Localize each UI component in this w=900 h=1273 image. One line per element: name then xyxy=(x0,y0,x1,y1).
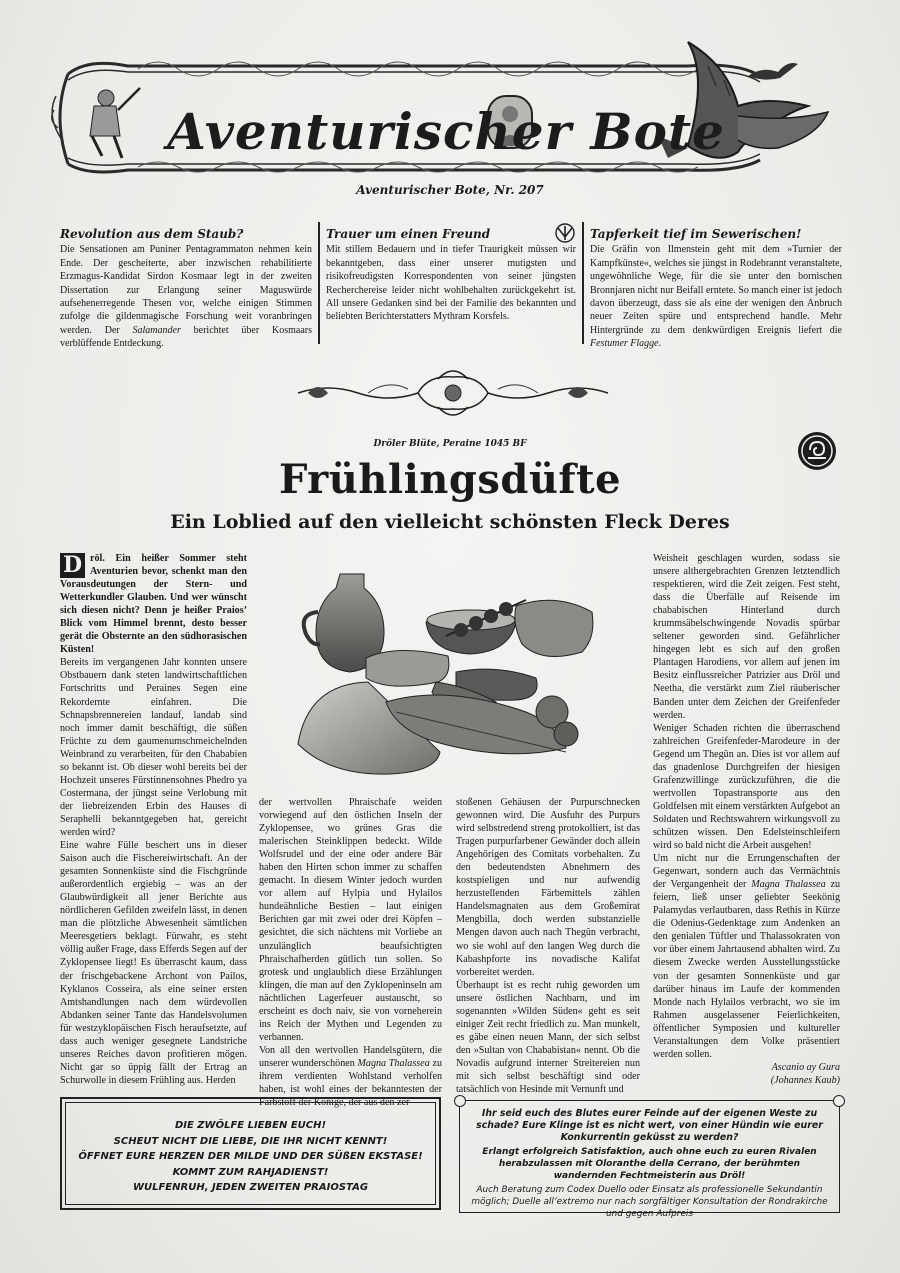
feature-dateline: Dröler Blüte, Peraine 1045 BF xyxy=(373,439,527,449)
dropcap: D xyxy=(60,553,85,578)
masthead-title: Aventurischer Bote xyxy=(167,102,725,161)
feature-lead: röl. Ein heißer Sommer steht Aventurien bevor, schenkt man den Vorausdeutungen der Stern- und Wetterkundler Glauben. Und wer wünscht sich diesen nicht? Denn je heißer Praios’ Blick vom Himmel brennt, desto besser gerät die Obsternte an den südhorasischen Küsten! xyxy=(60,553,247,656)
feature-headline: Frühlingsdüfte xyxy=(278,456,622,503)
feature-column-4 xyxy=(653,552,840,1087)
issue-line: Aventurischer Bote, Nr. 207 xyxy=(356,183,544,197)
top-news-columns xyxy=(60,227,842,350)
ad-fechtmeisterin xyxy=(459,1100,840,1219)
feature-paragraph: Überhaupt ist es recht ruhig geworden um unsere östlichen Nachbarn, und im sogenannten »Wilden Süden« geht es seit einiger Zeit recht friedlich zu. Man munkelt, es gäbe einen neuen Mann, der sich selbst den »Sultan von Chababistan« nennt. Ob die Novadis aufgrund interner Streitereien nun mit sich selbst beschäftigt sind oder tatsächlich von Hesinde mit Vernunft und xyxy=(456,979,640,1096)
feature-paragraph: Eine wahre Fülle beschert uns in dieser Saison auch die Fischereiwirtschaft. An der gesamten Sonnenküste sind die Fischgründe außerordentlich ergiebig – was an der Glaubwürdigkeit all jener Berichte aus nördlicheren Gefilden zweifeln lässt, in denen man die plötzliche Abwesenheit sämtlichen Meeresgetiers beklagt. Fürwahr, es steht völlig außer Frage, dass Efferds Segen auf der Zyklopensee liegt! Es überrascht kaum, dass der frischgebackene Archont von Pailos, Kyklanos Cosseira, als eine seiner ersten Amtshandlungen nach dem würdevollen Abdanken seiner Tante das Handelsvolumen für westzyklopäischen Fisch heraufsetzte, auf dass auch weniger gesegnete Landstriche unseres Reiches davon profitieren mögen. Nicht gar so üppig fällt der Ertrag an Schurwolle in diesem Frühling aus. Herden xyxy=(60,840,247,1086)
knight-figure-icon xyxy=(90,88,140,158)
author-name: Ascanio ay Gura xyxy=(771,1061,840,1073)
ad-rahjadienst xyxy=(60,1097,441,1210)
feature-paragraph: Um nicht nur die Errungenschaften der Gegenwart, sondern auch das Vermächtnis der Vergangenheit der Magna Thalassea zu feiern, ließ unser geliebter Seekönig Palamydas verlautbaren, dass Rethis in Kürze die Odenius-Gedenktage zum Andenken an den genialen Tüftler und Thalassokraten von vor über einem Jahrtausend abhalten wird. Zu diesem Zwecke werden Ausstellungsstücke von der gesamten Sonnenküste und gar darüber hinaus im Laufe der kommenden Monde nach Hylailos verbracht, wo sie im Rahmen ausgelassener Feierlichkeiten, öffentlicher Symposien und kultureller Veranstaltungen dem Volke präsentiert werden sollen. xyxy=(653,853,840,1060)
news-item-body: Die Sensationen am Puniner Pentagrammaton nehmen kein Ende. Der gescheiterte, aber inzwischen rehabilitierte Erzmagus-Kandidat Sirdon Kosmaar legt in der zweiten Dissertation zur Erlangung seiner Maguswürde aufsehenerregende Thesen vor, welche einigen Stimmen zufolge die gildenmagische Forschung weit voranbringen werden. Der Salamander berichtet über Kosmaars verblüffende Entdeckung. xyxy=(60,244,312,350)
ad-block-finestprint: Auch Beratung zum Codex Duello oder Einsatz als professionelle Sekundantin möglich; Duelle all’extremo nur nach sorgfältiger Konsultation der Rondrakirche und gegen Aufpreis xyxy=(471,1185,828,1219)
peraine-seal-icon xyxy=(796,430,838,472)
feature-paragraph: Bereits im vergangenen Jahr konnten unsere Obstbauern dank steten landwirtschaftlichen Fortschritts und Peraines Segen eine Rekordernte einfahren. Die Schnapsbrennereien landauf, landab sind noch immer damit beschäftigt, die süßen Früchte zu dem gaumenumschmeichelnden Weinbrand zu verarbeiten, für den Chababien so bekannt ist. Ob dieser wohl bereits bei der Hochzeit unseres Fürstinnensohnes Phedro ya Costermana, der jüngst seine Verlobung mit der liebreizenden Erbin des Hauses di Seraphelli bekanntgegeben hat, gereicht werden wird? xyxy=(60,657,247,838)
ad-block-question: Ihr seid euch des Blutes eurer Feinde auf der eigenen Weste zu schade? Eure Klinge ist es nicht wert, von einer Hündin wie eurer Konkurrentin geküsst zu werden? xyxy=(476,1108,823,1143)
ad-line: ÖFFNET EURE HERZEN DER MILDE UND DER SÜßEN EKSTASE! xyxy=(78,1151,423,1162)
feature-paragraph: Von all den wertvollen Handelsgütern, die unserer wunderschönen Magna Thalassea zu ihrem verdienten Wohlstand verholfen haben, ist wohl eines der bekanntesten der Farbstoff der Könige, der aus den zer- xyxy=(259,1044,442,1109)
masthead xyxy=(48,36,848,186)
feature-column-2 xyxy=(259,796,442,1109)
rondra-symbol-icon xyxy=(554,222,576,244)
author-realname: (Johannes Kaub) xyxy=(770,1074,840,1086)
feature-paragraph: Weniger Schaden richten die überraschend zahlreichen Greifenfeder-Marodeure in der Gegend um Thegûn an. Dies ist vor allem auf das gnadenlose Durchgreifen der hiesigen Grafenzwillinge zurückzuführen, die die wertvollen Topastransporte aus den Goldfelsen mit einem verstärkten Aufgebot an Soldaten und Rechtswahrern wirkungsvoll zu schützen wissen. Den Edelsteinschleifern wird so bald nicht die Arbeit ausgehen! xyxy=(653,722,840,852)
ad-line: SCHEUT NICHT DIE LIEBE, DIE IHR NICHT KENNT! xyxy=(113,1135,388,1147)
ad-line: DIE ZWÖLFE LIEBEN EUCH! xyxy=(174,1120,327,1131)
produce-illustration xyxy=(296,562,602,784)
news-item-body: Die Gräfin von Ilmenstein geht mit dem »Turnier der Kampfkünste«, welches sie jüngst in Rodebrannt veranstaltete, ungewöhnliche Wege, für die sie unter den bornischen Bronnjaren nicht nur Beifall erntete. So manch einer ist jedoch davon überzeugt, dass sie als eine der wenigen den Anbruch neuer Zeiten spüre und entsprechend handle. Mehr Hintergründe zu dem denkwürdigen Ereignis liefert die Festumer Flagge. xyxy=(590,244,842,350)
news-item-title: Revolution aus dem Staub? xyxy=(60,227,244,241)
feature-subheadline: Ein Loblied auf den vielleicht schönsten Fleck Deres xyxy=(170,511,730,533)
feature-column-1 xyxy=(60,552,247,1087)
ad-line: KOMMT ZUM RAHJADIENST! xyxy=(172,1166,329,1178)
news-item-revolution xyxy=(60,227,312,350)
ornament-divider-icon xyxy=(288,365,618,419)
ad-block-offer: Erlangt erfolgreich Satisfaktion, auch ohne euch zu euren Rivalen herabzulassen mit Oloranthe della Cerrano, der berühmten wandernden Fechtmeisterin aus Dröl! xyxy=(482,1147,817,1181)
news-item-trauer xyxy=(326,228,576,340)
news-item-title: Tapferkeit tief im Sewerischen! xyxy=(590,227,802,241)
news-item-tapferkeit xyxy=(590,227,842,350)
feature-paragraph: der wertvollen Phraischafe weiden vorwiegend auf den östlichen Inseln der Zyklopensee, wo grünes Gras die malerischen Steinklippen bedeckt. Wilde Wolfsrudel und der eine oder andere Bär haben den Hirten schon immer zu schaffen gemacht. In diesem Winter jedoch wurden vor allem auf Hylpia und Hylailos hundeähnliche Bestien – laut einigen Berichten gar mit zwei oder drei Köpfen – gesichtet, die sich nächtens mit Vorliebe an unzulänglich beaufsichtigten Phraischafherden gütlich tun sollen. So grotesk und unglaublich diese Erzählungen klingen, die man auf den Zyklopeninseln am nächtlichen Lagerfeuer austauscht, so erscheint es doch naiv, sie von vorneherein ins Reich der Mythen und Legenden zu verbannen. xyxy=(259,797,442,1043)
news-item-body: Mit stillem Bedauern und in tiefer Traurigkeit müssen wir bekanntgeben, dass einer unserer mutigsten und risikofreudigsten Korrespondenten von seiner jüngsten Recherchereise leider nicht wohlbehalten zurückgekehrt ist. All unsere Gedanken sind bei der Familie des bekannten und beliebten Berichterstatters Mythram Korsfels. xyxy=(326,244,576,323)
news-item-title: Trauer um einen Freund xyxy=(326,227,491,241)
ad-line: WULFENRUH, JEDEN ZWEITEN PRAIOSTAG xyxy=(132,1182,369,1193)
feature-paragraph: stoßenen Gehäusen der Purpurschnecken gewonnen wird. Die Ausfuhr des Purpurs wird selbstredend streng protokolliert, ist das Tragen purpurfarbener Gewänder doch allein Angehörigen des Comitats vorbehalten. Zu den bedeutendsten Abnehmern des kostspieligen und nur aufwendig herzustellenden Färbemittels zählen Handelsmagnaten aus dem Großemirat Mengbilla, doch werden substanzielle Mengen davon auch nach Thegûn verbracht, wo sie wohl auf den langen Weg durch die Kabashpforte ins novadische Kalifat vorbereitet werden. xyxy=(456,797,640,978)
feature-column-3 xyxy=(456,796,640,1096)
feature-paragraph: Weisheit geschlagen wurden, sodass sie unsere althergebrachten Grenzen letztendlich respektieren, wird die Zeit zeigen. Fest steht, dass die Überfälle auf Reisende im chababischen Hinterland durch krummsäbelschwingende Novadis spürbar seltener geworden sind. Gefährlicher hingegen lebt es sich auf den großen Plantagen Harodiens, vor allem auf jenen im Besitz einflussreicher Patrizier aus Dröl und Neetha, die verstärkt zum Ziel räuberischer Banden unter dem Zeichen der Greifenfeder werden. xyxy=(653,553,840,721)
